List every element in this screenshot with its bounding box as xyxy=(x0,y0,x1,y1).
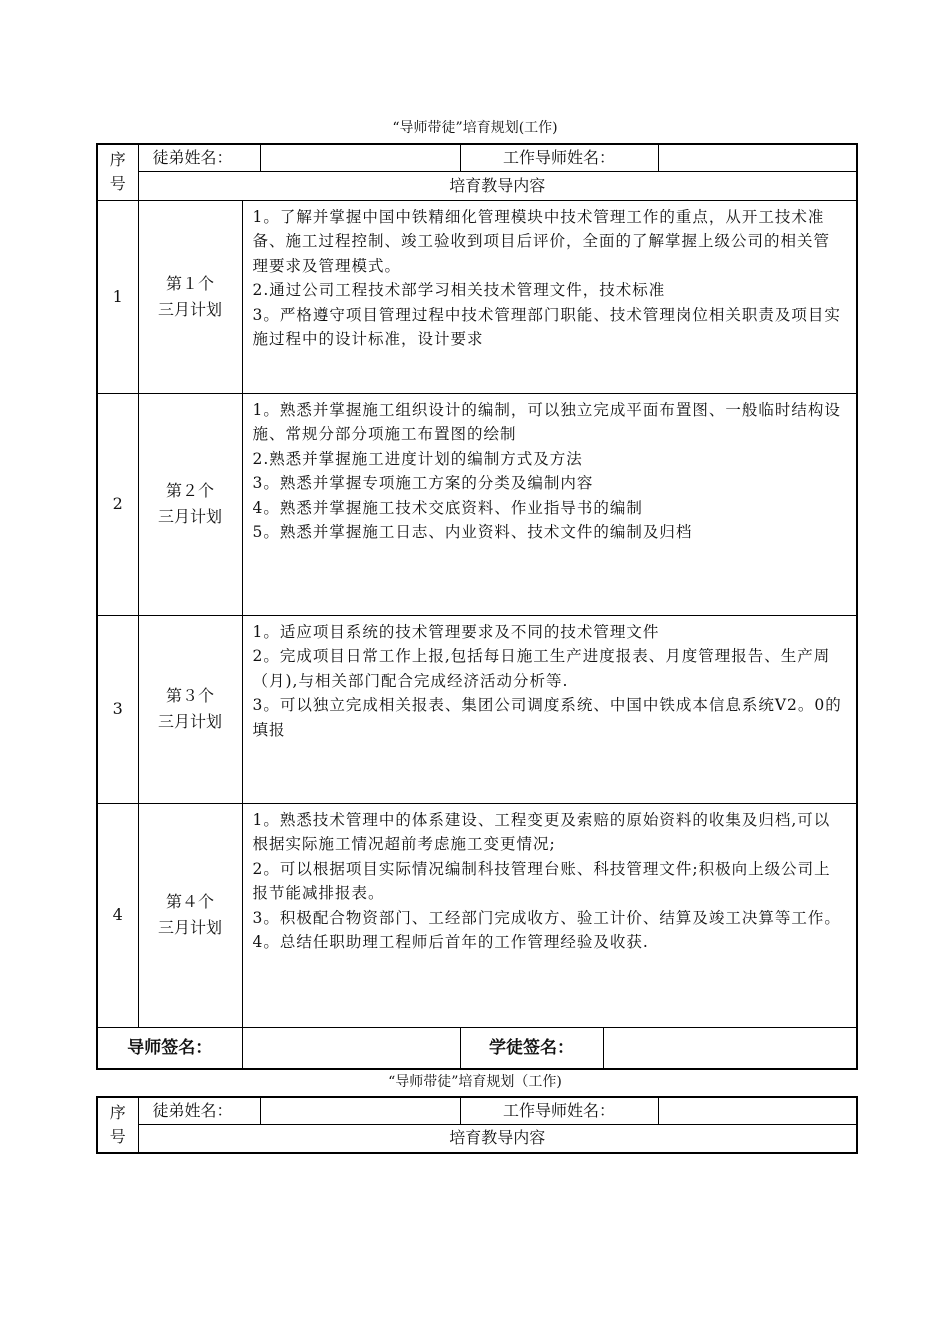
seq-header: 序 号 xyxy=(97,144,138,200)
mentor-name-field[interactable] xyxy=(658,1097,857,1124)
mentor-signature-label: 导师签名： xyxy=(97,1027,242,1069)
content-line: 2。完成项目日常工作上报,包括每日施工生产进度报表、月度管理报告、生产周（月),与相关部门配合完成经济活动分析等. xyxy=(252,647,831,690)
content-line: 4。总结任职助理工程师后首年的工作管理经验及收获. xyxy=(252,933,649,951)
apprentice-name-field[interactable] xyxy=(260,1097,460,1124)
plan-content[interactable] xyxy=(242,393,857,615)
content-line: 3。积极配合物资部门、工经部门完成收方、验工计价、结算及竣工决算等工作。 xyxy=(252,908,841,927)
row-number: 1 xyxy=(97,200,138,393)
apprentice-name-label: 徒弟姓名： xyxy=(138,1097,260,1124)
plan-content[interactable] xyxy=(242,200,857,393)
plan-row xyxy=(97,200,857,393)
row-number: 2 xyxy=(97,393,138,615)
plan-period: 第１个 三月计划 xyxy=(138,200,242,393)
mentorship-plan-table-2 xyxy=(96,1096,858,1154)
content-line: 2.熟悉并掌握施工进度计划的编制方式及方法 xyxy=(252,449,583,468)
mentor-signature-field[interactable] xyxy=(242,1027,460,1069)
content-line: 1。了解并掌握中国中铁精细化管理模块中技术管理工作的重点，从开工技术准备、施工过程控制、竣工验收到项目后评价，全面的了解掌握上级公司的相关管理要求及管理模式。 xyxy=(252,207,831,275)
row-number: 3 xyxy=(97,615,138,803)
mentor-name-field[interactable] xyxy=(658,144,857,171)
plan-row xyxy=(97,615,857,803)
content-line: 1。适应项目系统的技术管理要求及不同的技术管理文件 xyxy=(252,622,660,641)
document-title-2: “导师带徒”培育规划（工作) xyxy=(388,1074,562,1090)
content-header: 培育教导内容 xyxy=(138,1124,857,1153)
content-line: 3。严格遵守项目管理过程中技术管理部门职能、技术管理岗位相关职责及项目实施过程中的设计标准，设计要求 xyxy=(252,305,841,348)
plan-row xyxy=(97,393,857,615)
content-line: 2。可以根据项目实际情况编制科技管理台账、科技管理文件;积极向上级公司上报节能减排报表。 xyxy=(252,859,831,902)
content-header: 培育教导内容 xyxy=(138,171,857,200)
content-line: 1。熟悉并掌握施工组织设计的编制，可以独立完成平面布置图、一般临时结构设施、常规分部分项施工布置图的绘制 xyxy=(252,400,841,443)
document-title: “导师带徒”培育规划(工作) xyxy=(392,120,558,136)
content-line: 4。熟悉并掌握施工技术交底资料、作业指导书的编制 xyxy=(252,498,643,517)
content-line: 5。熟悉并掌握施工日志、内业资料、技术文件的编制及归档 xyxy=(252,523,693,541)
mentor-name-label: 工作导师姓名： xyxy=(460,144,658,171)
plan-content[interactable] xyxy=(242,803,857,1027)
content-line: 3。熟悉并掌握专项施工方案的分类及编制内容 xyxy=(252,474,594,492)
seq-header: 序 号 xyxy=(97,1097,138,1153)
mentorship-plan-table xyxy=(96,143,858,1070)
plan-period: 第２个 三月计划 xyxy=(138,393,242,615)
plan-content[interactable] xyxy=(242,615,857,803)
apprentice-name-field[interactable] xyxy=(260,144,460,171)
plan-period: 第４个 三月计划 xyxy=(138,803,242,1027)
content-line: 1。熟悉技术管理中的体系建设、工程变更及索赔的原始资料的收集及归档,可以根据实际施工情况超前考虑施工变更情况; xyxy=(252,810,831,853)
mentor-name-label: 工作导师姓名： xyxy=(460,1097,658,1124)
content-line: 3。可以独立完成相关报表、集团公司调度系统、中国中铁成本信息系统V2。0的填报 xyxy=(252,696,842,739)
apprentice-name-label: 徒弟姓名： xyxy=(138,144,260,171)
plan-row xyxy=(97,803,857,1027)
plan-period: 第３个 三月计划 xyxy=(138,615,242,803)
student-signature-field[interactable] xyxy=(603,1027,857,1069)
student-signature-label: 学徒签名： xyxy=(460,1027,603,1069)
row-number: 4 xyxy=(97,803,138,1027)
content-line: 2.通过公司工程技术部学习相关技术管理文件，技术标准 xyxy=(252,281,666,299)
